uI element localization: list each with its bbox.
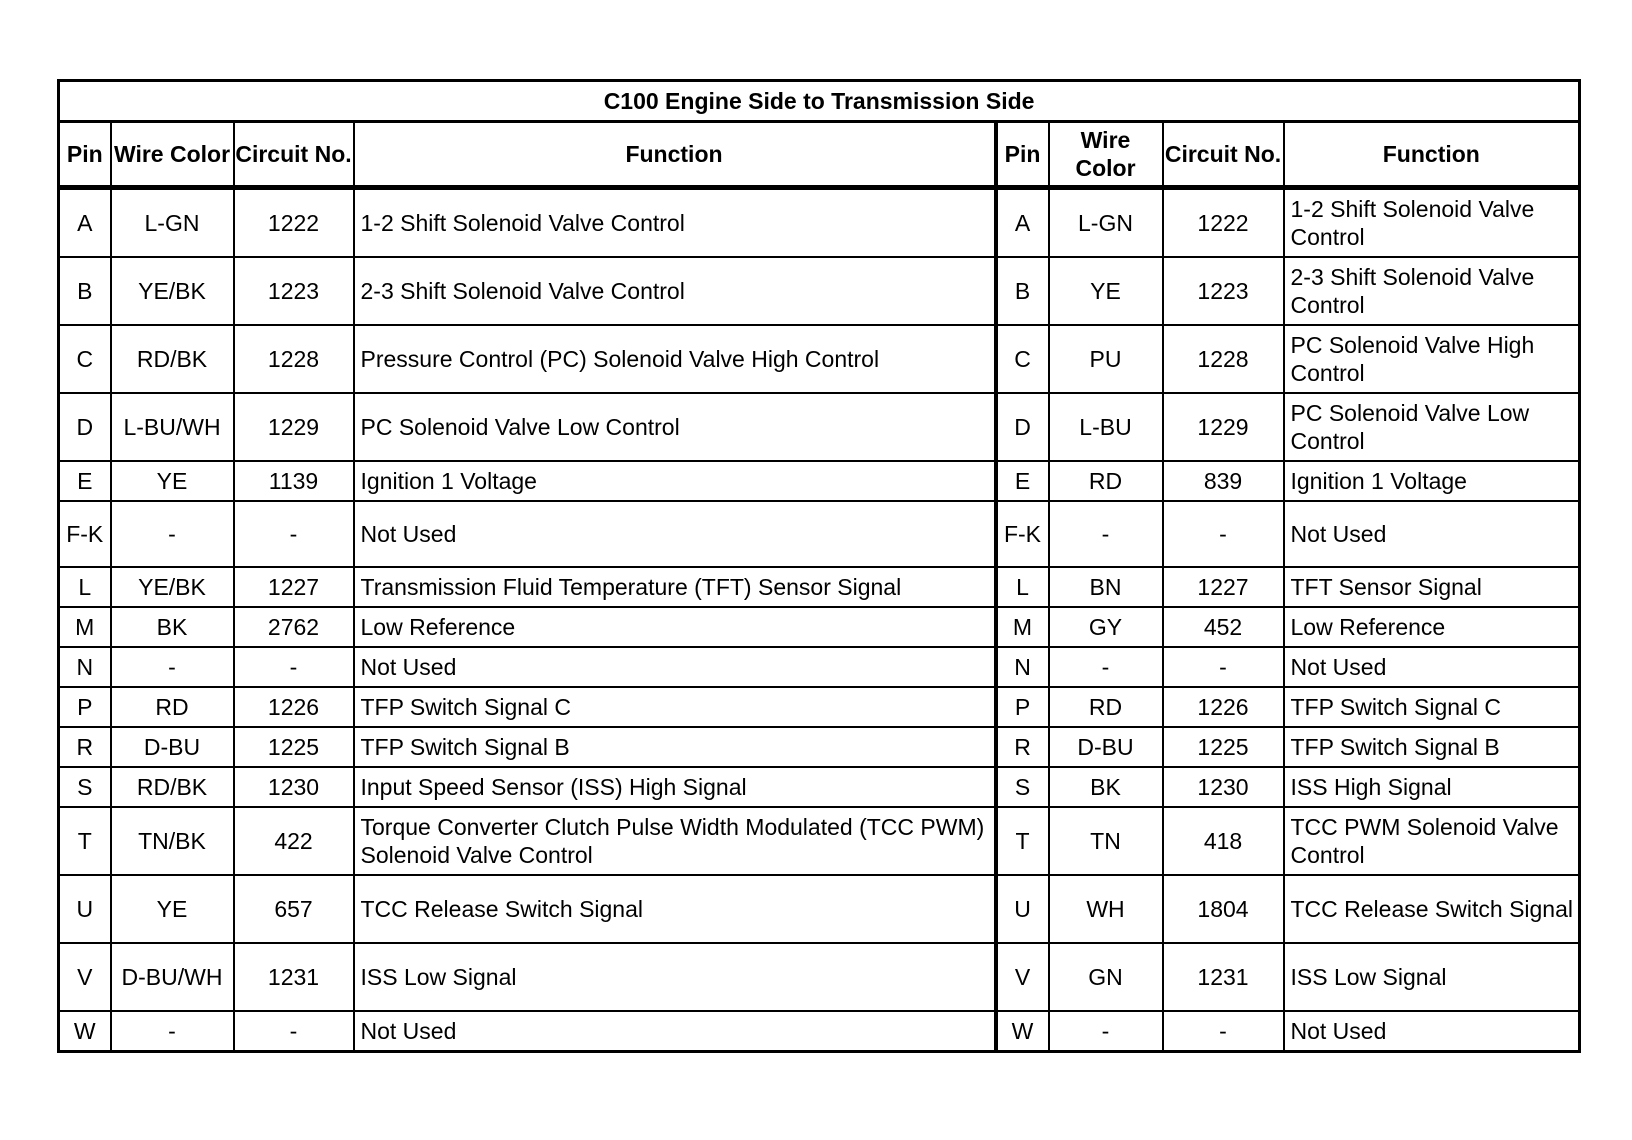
engine-pin: D (59, 393, 111, 461)
table-row (59, 567, 1580, 607)
engine-function: PC Solenoid Valve Low Control (354, 393, 996, 461)
trans-function: TFP Switch Signal C (1284, 687, 1580, 727)
trans-pin: E (996, 461, 1049, 501)
trans-pin: B (996, 257, 1049, 325)
trans-pin: C (996, 325, 1049, 393)
engine-circuit: 1231 (234, 943, 354, 1011)
table-row (59, 607, 1580, 647)
trans-wire-color: - (1049, 647, 1163, 687)
engine-pin: B (59, 257, 111, 325)
engine-circuit: 1222 (234, 188, 354, 258)
trans-wire-color: L-GN (1049, 188, 1163, 258)
table-row (59, 325, 1580, 393)
engine-circuit: 1225 (234, 727, 354, 767)
trans-circuit: 1222 (1163, 188, 1284, 258)
engine-circuit: - (234, 647, 354, 687)
trans-circuit: 1228 (1163, 325, 1284, 393)
trans-wire-color: RD (1049, 687, 1163, 727)
table-row (59, 461, 1580, 501)
engine-wire-color: BK (111, 607, 234, 647)
trans-pin: U (996, 875, 1049, 943)
table-row (59, 767, 1580, 807)
engine-pin: P (59, 687, 111, 727)
engine-function: Ignition 1 Voltage (354, 461, 996, 501)
table-row (59, 393, 1580, 461)
connector-pinout-table (57, 79, 1581, 1053)
engine-pin: W (59, 1011, 111, 1052)
engine-wire-color: TN/BK (111, 807, 234, 875)
engine-function: Input Speed Sensor (ISS) High Signal (354, 767, 996, 807)
trans-function: ISS Low Signal (1284, 943, 1580, 1011)
trans-function: PC Solenoid Valve Low Control (1284, 393, 1580, 461)
engine-wire-color: YE/BK (111, 567, 234, 607)
engine-function: 1-2 Shift Solenoid Valve Control (354, 188, 996, 258)
engine-wire-color: RD/BK (111, 767, 234, 807)
engine-function: Transmission Fluid Temperature (TFT) Sensor Signal (354, 567, 996, 607)
engine-pin: R (59, 727, 111, 767)
table-row (59, 647, 1580, 687)
trans-pin: L (996, 567, 1049, 607)
trans-circuit: 1225 (1163, 727, 1284, 767)
trans-pin: F-K (996, 501, 1049, 567)
trans-pin: V (996, 943, 1049, 1011)
engine-circuit: 2762 (234, 607, 354, 647)
trans-circuit: 1230 (1163, 767, 1284, 807)
trans-function: PC Solenoid Valve High Control (1284, 325, 1580, 393)
trans-wire-color: - (1049, 1011, 1163, 1052)
trans-pin: S (996, 767, 1049, 807)
table-row (59, 188, 1580, 258)
engine-circuit: 1223 (234, 257, 354, 325)
table-row (59, 727, 1580, 767)
header-function: Function (354, 122, 996, 188)
trans-circuit: - (1163, 1011, 1284, 1052)
header-circuit-no: Circuit No. (234, 122, 354, 188)
trans-function: Low Reference (1284, 607, 1580, 647)
trans-function: TFT Sensor Signal (1284, 567, 1580, 607)
engine-function: 2-3 Shift Solenoid Valve Control (354, 257, 996, 325)
engine-pin: N (59, 647, 111, 687)
engine-pin: E (59, 461, 111, 501)
engine-pin: T (59, 807, 111, 875)
trans-pin: R (996, 727, 1049, 767)
engine-pin: A (59, 188, 111, 258)
trans-function: 2-3 Shift Solenoid Valve Control (1284, 257, 1580, 325)
engine-wire-color: - (111, 647, 234, 687)
engine-function: Torque Converter Clutch Pulse Width Modulated (TCC PWM) Solenoid Valve Control (354, 807, 996, 875)
engine-pin: S (59, 767, 111, 807)
engine-wire-color: L-GN (111, 188, 234, 258)
header-row (59, 122, 1580, 188)
engine-wire-color: YE/BK (111, 257, 234, 325)
engine-wire-color: RD/BK (111, 325, 234, 393)
engine-circuit: 422 (234, 807, 354, 875)
trans-function: Not Used (1284, 647, 1580, 687)
trans-wire-color: BN (1049, 567, 1163, 607)
engine-wire-color: - (111, 1011, 234, 1052)
engine-function: Not Used (354, 1011, 996, 1052)
engine-circuit: 1226 (234, 687, 354, 727)
header-wire-color: Wire Color (111, 122, 234, 188)
engine-wire-color: D-BU (111, 727, 234, 767)
engine-function: TFP Switch Signal B (354, 727, 996, 767)
engine-wire-color: D-BU/WH (111, 943, 234, 1011)
trans-pin: W (996, 1011, 1049, 1052)
trans-wire-color: TN (1049, 807, 1163, 875)
trans-function: TCC Release Switch Signal (1284, 875, 1580, 943)
engine-pin: M (59, 607, 111, 647)
trans-function: Ignition 1 Voltage (1284, 461, 1580, 501)
engine-function: Pressure Control (PC) Solenoid Valve High Control (354, 325, 996, 393)
trans-pin: A (996, 188, 1049, 258)
trans-wire-color: D-BU (1049, 727, 1163, 767)
engine-function: TFP Switch Signal C (354, 687, 996, 727)
engine-wire-color: YE (111, 461, 234, 501)
trans-function: TFP Switch Signal B (1284, 727, 1580, 767)
engine-circuit: 1230 (234, 767, 354, 807)
trans-pin: M (996, 607, 1049, 647)
trans-circuit: 1231 (1163, 943, 1284, 1011)
engine-function: TCC Release Switch Signal (354, 875, 996, 943)
engine-function: Low Reference (354, 607, 996, 647)
trans-circuit: 839 (1163, 461, 1284, 501)
engine-circuit: 1228 (234, 325, 354, 393)
header-circuit-no: Circuit No. (1163, 122, 1284, 188)
trans-circuit: 1229 (1163, 393, 1284, 461)
trans-wire-color: GY (1049, 607, 1163, 647)
engine-wire-color: YE (111, 875, 234, 943)
engine-wire-color: RD (111, 687, 234, 727)
table-row (59, 501, 1580, 567)
engine-function: Not Used (354, 501, 996, 567)
trans-wire-color: - (1049, 501, 1163, 567)
trans-circuit: 1227 (1163, 567, 1284, 607)
trans-circuit: - (1163, 647, 1284, 687)
engine-pin: V (59, 943, 111, 1011)
trans-circuit: 1223 (1163, 257, 1284, 325)
trans-wire-color: L-BU (1049, 393, 1163, 461)
engine-pin: F-K (59, 501, 111, 567)
trans-function: TCC PWM Solenoid Valve Control (1284, 807, 1580, 875)
engine-wire-color: - (111, 501, 234, 567)
trans-wire-color: GN (1049, 943, 1163, 1011)
engine-function: Not Used (354, 647, 996, 687)
engine-function: ISS Low Signal (354, 943, 996, 1011)
trans-circuit: 1804 (1163, 875, 1284, 943)
trans-pin: T (996, 807, 1049, 875)
trans-pin: D (996, 393, 1049, 461)
trans-pin: N (996, 647, 1049, 687)
table-row (59, 807, 1580, 875)
table-row (59, 875, 1580, 943)
trans-circuit: 418 (1163, 807, 1284, 875)
trans-wire-color: BK (1049, 767, 1163, 807)
table-row (59, 1011, 1580, 1052)
trans-function: ISS High Signal (1284, 767, 1580, 807)
trans-wire-color: YE (1049, 257, 1163, 325)
engine-circuit: - (234, 501, 354, 567)
trans-pin: P (996, 687, 1049, 727)
engine-circuit: 1229 (234, 393, 354, 461)
trans-wire-color: RD (1049, 461, 1163, 501)
engine-circuit: 657 (234, 875, 354, 943)
table-row (59, 257, 1580, 325)
trans-function: Not Used (1284, 501, 1580, 567)
engine-pin: L (59, 567, 111, 607)
trans-circuit: - (1163, 501, 1284, 567)
engine-wire-color: L-BU/WH (111, 393, 234, 461)
header-pin: Pin (996, 122, 1049, 188)
header-function: Function (1284, 122, 1580, 188)
trans-circuit: 452 (1163, 607, 1284, 647)
header-pin: Pin (59, 122, 111, 188)
table-title: C100 Engine Side to Transmission Side (59, 81, 1580, 122)
trans-function: 1-2 Shift Solenoid Valve Control (1284, 188, 1580, 258)
header-wire-color: Wire Color (1049, 122, 1163, 188)
table-row (59, 943, 1580, 1011)
engine-circuit: 1227 (234, 567, 354, 607)
trans-wire-color: WH (1049, 875, 1163, 943)
engine-pin: U (59, 875, 111, 943)
engine-pin: C (59, 325, 111, 393)
engine-circuit: 1139 (234, 461, 354, 501)
trans-wire-color: PU (1049, 325, 1163, 393)
trans-circuit: 1226 (1163, 687, 1284, 727)
trans-function: Not Used (1284, 1011, 1580, 1052)
table-row (59, 687, 1580, 727)
engine-circuit: - (234, 1011, 354, 1052)
